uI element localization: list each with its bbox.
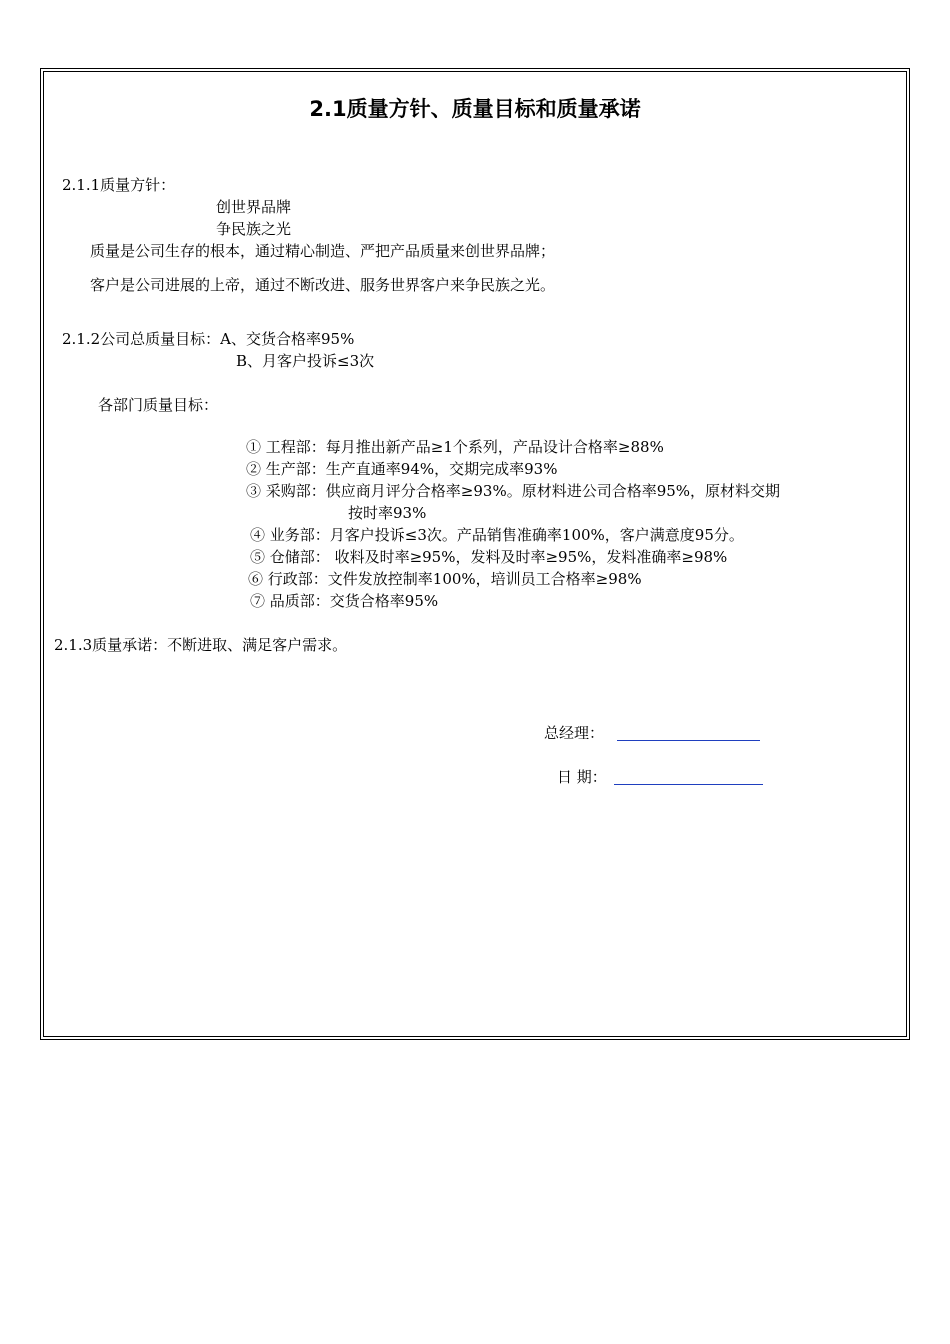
policy-slogan-1: 创世界品牌: [216, 198, 292, 216]
dept-heading: 各部门质量目标：: [98, 396, 219, 414]
dept-text: 工程部：每月推出新产品≥1个系列，产品设计合格率≥88%: [265, 438, 664, 456]
dept-text: 行政部：文件发放控制率100%，培训员工合格率≥98%: [267, 570, 642, 588]
dept-number: ②: [246, 460, 262, 478]
dept-text: 品质部：交货合格率95%: [269, 592, 439, 610]
dept-text: 业务部：月客户投诉≤3次。产品销售准确率100%，客户满意度95分。: [269, 526, 744, 544]
objectives-heading: 2.1.2公司总质量目标：A、交货合格率95%: [62, 330, 355, 348]
date-signature-line: [614, 784, 763, 785]
policy-slogan-2: 争民族之光: [216, 220, 292, 238]
dept-text: 生产部：生产直通率94%，交期完成率93%: [265, 460, 558, 478]
date-label: 日 期：: [557, 768, 607, 786]
dept-number: ④: [250, 526, 266, 544]
commitment-line: 2.1.3质量承诺：不断进取、满足客户需求。: [54, 636, 348, 654]
dept-text-continuation: 按时率93%: [348, 504, 427, 522]
dept-text: 采购部：供应商月评分合格率≥93%。原材料进公司合格率95%，原材料交期: [265, 482, 781, 500]
dept-item: [248, 570, 642, 588]
policy-heading: 2.1.1质量方针：: [62, 176, 176, 194]
page-title: 2.1质量方针、质量目标和质量承诺: [309, 97, 641, 121]
policy-line-2: 客户是公司进展的上帝，通过不断改进、服务世界客户来争民族之光。: [90, 276, 556, 294]
dept-item: [246, 460, 557, 478]
dept-number: ⑤: [250, 548, 266, 566]
dept-item: [246, 438, 664, 456]
dept-item: [250, 592, 438, 610]
objective-b: B、月客户投诉≤3次: [236, 352, 375, 370]
dept-number: ①: [246, 438, 262, 456]
manager-label: 总经理：: [544, 724, 605, 742]
policy-line-1: 质量是公司生存的根本，通过精心制造、严把产品质量来创世界品牌；: [90, 242, 556, 260]
dept-text: 仓储部： 收料及时率≥95%，发料及时率≥95%，发料准确率≥98%: [269, 548, 728, 566]
dept-number: ⑦: [250, 592, 266, 610]
dept-item: [246, 482, 780, 500]
dept-number: ③: [246, 482, 262, 500]
dept-number: ⑥: [248, 570, 264, 588]
dept-item: [250, 548, 727, 566]
dept-item: [250, 526, 744, 544]
manager-signature-line: [617, 740, 760, 741]
